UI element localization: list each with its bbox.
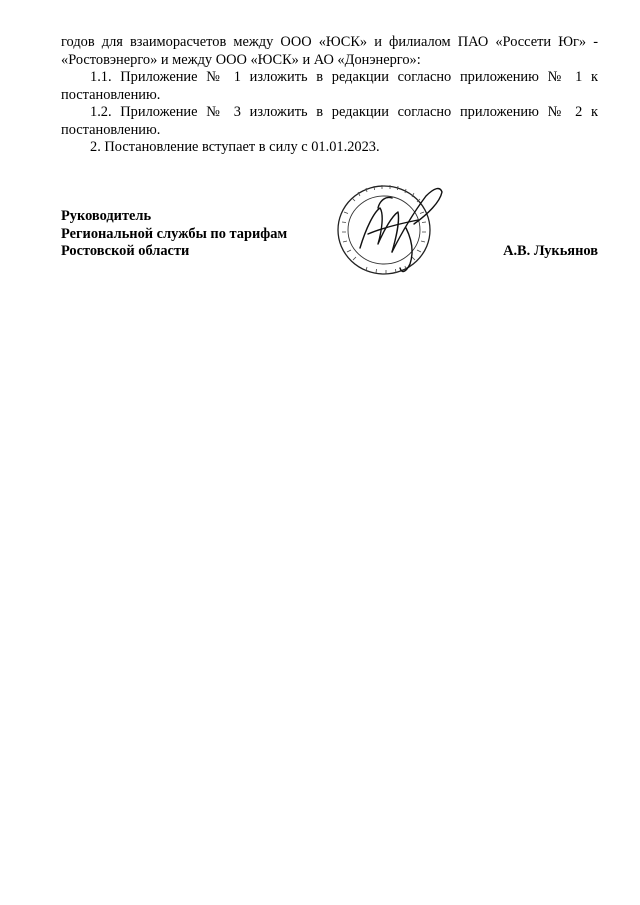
paragraph-intro: годов для взаиморасчетов между ООО «ЮСК» и филиалом ПАО «Россети Юг» - «Ростовэнерго» и между ООО «ЮСК» и АО «Донэнерго»: [61, 34, 598, 68]
signature-block [61, 208, 598, 261]
paragraph-item-1-1: 1.1. Приложение № 1 изложить в редакции согласно приложению № 1 к постановлению. [61, 69, 598, 103]
signer-position-line-2: Региональной службы по тарифам [61, 225, 288, 242]
signer-name: А.В. Лукьянов [503, 243, 598, 259]
signer-position-line-1: Руководитель [61, 208, 152, 224]
paragraph-item-1-2: 1.2. Приложение № 3 изложить в редакции согласно приложению № 2 к постановлению. [61, 104, 598, 138]
signer-position-line-3: Ростовской области [61, 243, 190, 259]
document-body [61, 34, 598, 157]
paragraph-item-2: 2. Постановление вступает в силу с 01.01.2023. [90, 139, 380, 155]
